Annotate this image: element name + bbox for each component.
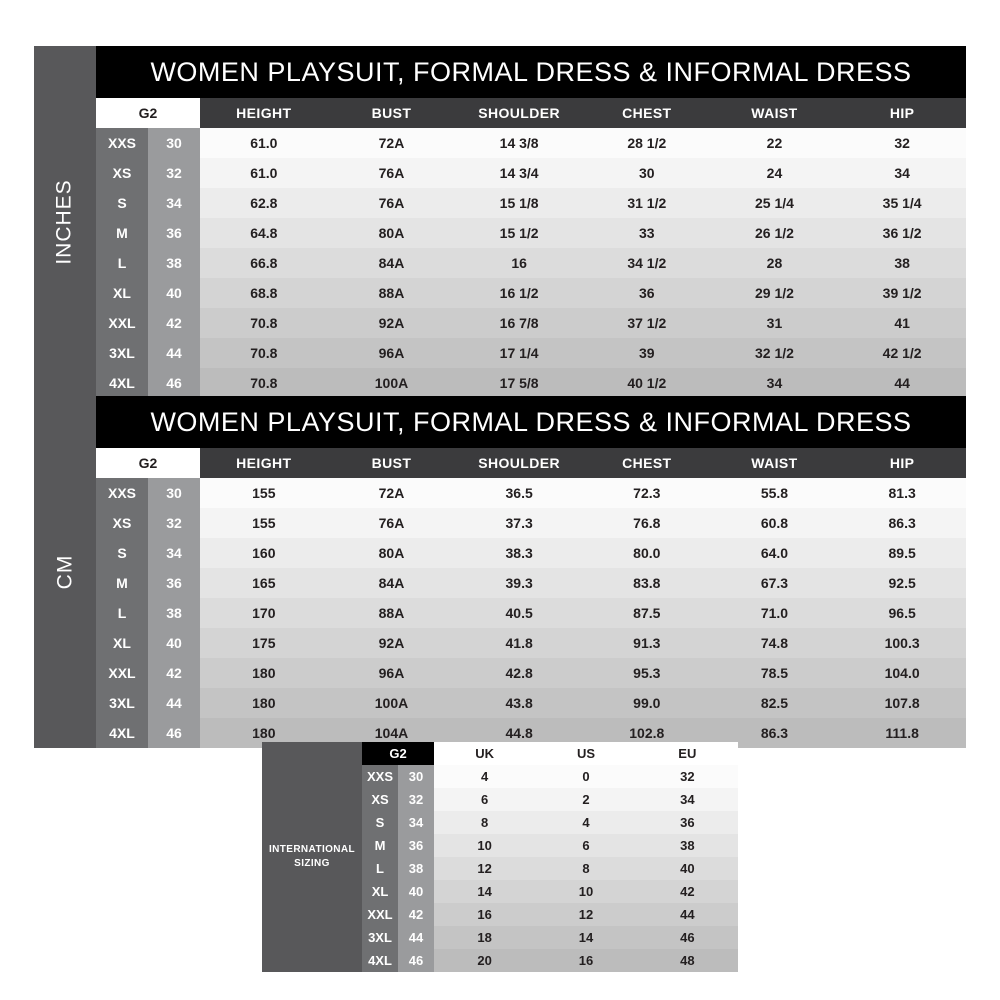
row-number: 36: [398, 834, 434, 857]
cell-height: 180: [200, 688, 328, 718]
cell-hip: 44: [838, 368, 966, 398]
row-number: 38: [148, 598, 200, 628]
cell-bust: 76A: [328, 188, 456, 218]
cell-shoulder: 17 5/8: [455, 368, 583, 398]
table-row: [96, 538, 966, 568]
cell-hip: 96.5: [838, 598, 966, 628]
cell-eu: 44: [637, 903, 738, 926]
row-number: 40: [148, 278, 200, 308]
cell-hip: 92.5: [838, 568, 966, 598]
cell-shoulder: 42.8: [455, 658, 583, 688]
cell-uk: 20: [434, 949, 535, 972]
table-row: [96, 188, 966, 218]
cell-shoulder: 16 1/2: [455, 278, 583, 308]
cell-hip: 35 1/4: [838, 188, 966, 218]
cell-hip: 38: [838, 248, 966, 278]
cell-waist: 71.0: [711, 598, 839, 628]
table-header-row: [96, 448, 966, 478]
table-row: [362, 926, 738, 949]
cell-chest: 30: [583, 158, 711, 188]
cell-bust: 92A: [328, 308, 456, 338]
measurements-table-cm: [96, 448, 966, 748]
cell-chest: 34 1/2: [583, 248, 711, 278]
header-us: US: [535, 742, 636, 765]
cell-height: 160: [200, 538, 328, 568]
row-number: 34: [398, 811, 434, 834]
header-shoulder: SHOULDER: [455, 448, 583, 478]
cell-waist: 26 1/2: [711, 218, 839, 248]
cell-shoulder: 16: [455, 248, 583, 278]
cell-uk: 12: [434, 857, 535, 880]
cell-hip: 39 1/2: [838, 278, 966, 308]
unit-label-text: CM: [52, 554, 76, 590]
row-size: M: [96, 568, 148, 598]
cell-waist: 64.0: [711, 538, 839, 568]
cell-height: 70.8: [200, 368, 328, 398]
row-size: S: [96, 538, 148, 568]
cell-bust: 92A: [328, 628, 456, 658]
header-waist: WAIST: [711, 98, 839, 128]
cell-us: 2: [535, 788, 636, 811]
cell-waist: 60.8: [711, 508, 839, 538]
cell-uk: 4: [434, 765, 535, 788]
row-size: XXL: [362, 903, 398, 926]
cell-bust: 72A: [328, 478, 456, 508]
row-number: 40: [148, 628, 200, 658]
cell-waist: 55.8: [711, 478, 839, 508]
row-size: XXL: [96, 308, 148, 338]
header-height: HEIGHT: [200, 448, 328, 478]
row-number: 30: [148, 478, 200, 508]
table-row: [96, 158, 966, 188]
cell-shoulder: 41.8: [455, 628, 583, 658]
size-chart-cm: [34, 396, 966, 748]
cell-hip: 42 1/2: [838, 338, 966, 368]
cell-us: 8: [535, 857, 636, 880]
unit-label-inches: [34, 46, 96, 398]
table-row: [96, 628, 966, 658]
cell-chest: 99.0: [583, 688, 711, 718]
table-row: [96, 508, 966, 538]
cell-bust: 84A: [328, 568, 456, 598]
row-size: 3XL: [96, 338, 148, 368]
cell-height: 68.8: [200, 278, 328, 308]
row-size: XS: [96, 158, 148, 188]
cell-waist: 22: [711, 128, 839, 158]
cell-height: 155: [200, 508, 328, 538]
cell-hip: 100.3: [838, 628, 966, 658]
cell-shoulder: 38.3: [455, 538, 583, 568]
cell-bust: 72A: [328, 128, 456, 158]
header-waist: WAIST: [711, 448, 839, 478]
cell-eu: 48: [637, 949, 738, 972]
header-hip: HIP: [838, 448, 966, 478]
header-shoulder: SHOULDER: [455, 98, 583, 128]
header-g2: G2: [362, 742, 434, 765]
table-row: [362, 834, 738, 857]
cell-hip: 107.8: [838, 688, 966, 718]
row-size: 3XL: [96, 688, 148, 718]
cell-shoulder: 39.3: [455, 568, 583, 598]
cell-hip: 36 1/2: [838, 218, 966, 248]
header-eu: EU: [637, 742, 738, 765]
table-row: [96, 478, 966, 508]
row-size: 4XL: [362, 949, 398, 972]
cell-shoulder: 40.5: [455, 598, 583, 628]
international-sizing-table: [362, 742, 738, 972]
cell-height: 155: [200, 478, 328, 508]
header-g2: G2: [96, 98, 200, 128]
row-number: 32: [148, 508, 200, 538]
cell-waist: 74.8: [711, 628, 839, 658]
cell-height: 70.8: [200, 338, 328, 368]
cell-chest: 80.0: [583, 538, 711, 568]
row-size: 4XL: [96, 368, 148, 398]
cell-height: 165: [200, 568, 328, 598]
cell-us: 4: [535, 811, 636, 834]
cell-chest: 39: [583, 338, 711, 368]
cell-chest: 72.3: [583, 478, 711, 508]
cell-eu: 42: [637, 880, 738, 903]
row-number: 32: [398, 788, 434, 811]
table-row: [96, 658, 966, 688]
table-row: [96, 128, 966, 158]
cell-chest: 33: [583, 218, 711, 248]
cell-bust: 100A: [328, 368, 456, 398]
cell-height: 62.8: [200, 188, 328, 218]
cell-uk: 14: [434, 880, 535, 903]
row-number: 42: [148, 658, 200, 688]
international-grid: [362, 742, 738, 972]
table-row: [96, 308, 966, 338]
header-chest: CHEST: [583, 98, 711, 128]
cell-us: 10: [535, 880, 636, 903]
row-size: XL: [96, 628, 148, 658]
cell-hip: 81.3: [838, 478, 966, 508]
row-size: M: [96, 218, 148, 248]
cell-hip: 34: [838, 158, 966, 188]
cell-waist: 78.5: [711, 658, 839, 688]
cell-hip: 104.0: [838, 658, 966, 688]
row-size: S: [96, 188, 148, 218]
cell-us: 14: [535, 926, 636, 949]
cell-height: 180: [200, 718, 328, 748]
cell-bust: 88A: [328, 278, 456, 308]
cell-chest: 102.8: [583, 718, 711, 748]
row-number: 34: [148, 188, 200, 218]
row-number: 32: [148, 158, 200, 188]
row-number: 38: [398, 857, 434, 880]
cell-waist: 24: [711, 158, 839, 188]
row-number: 36: [148, 568, 200, 598]
table-row: [362, 765, 738, 788]
chart-grid-inches: [96, 46, 966, 398]
row-number: 46: [148, 368, 200, 398]
cell-shoulder: 43.8: [455, 688, 583, 718]
unit-label-cm: [34, 396, 96, 748]
cell-eu: 32: [637, 765, 738, 788]
table-row: [96, 248, 966, 278]
table-row: [96, 368, 966, 398]
cell-hip: 86.3: [838, 508, 966, 538]
row-size: S: [362, 811, 398, 834]
cell-waist: 25 1/4: [711, 188, 839, 218]
cell-bust: 96A: [328, 658, 456, 688]
cell-bust: 96A: [328, 338, 456, 368]
cell-shoulder: 16 7/8: [455, 308, 583, 338]
header-uk: UK: [434, 742, 535, 765]
cell-waist: 28: [711, 248, 839, 278]
cell-bust: 80A: [328, 538, 456, 568]
cell-waist: 86.3: [711, 718, 839, 748]
cell-bust: 84A: [328, 248, 456, 278]
table-row: [96, 338, 966, 368]
header-height: HEIGHT: [200, 98, 328, 128]
cell-us: 12: [535, 903, 636, 926]
cell-chest: 87.5: [583, 598, 711, 628]
row-size: 4XL: [96, 718, 148, 748]
cell-shoulder: 14 3/8: [455, 128, 583, 158]
row-number: 40: [398, 880, 434, 903]
cell-shoulder: 37.3: [455, 508, 583, 538]
cell-chest: 40 1/2: [583, 368, 711, 398]
table-header-row: [96, 98, 966, 128]
row-number: 30: [148, 128, 200, 158]
row-number: 36: [148, 218, 200, 248]
cell-hip: 89.5: [838, 538, 966, 568]
row-number: 34: [148, 538, 200, 568]
cell-us: 16: [535, 949, 636, 972]
cell-height: 64.8: [200, 218, 328, 248]
cell-shoulder: 15 1/8: [455, 188, 583, 218]
cell-shoulder: 17 1/4: [455, 338, 583, 368]
row-number: 30: [398, 765, 434, 788]
chart-title-inches: WOMEN PLAYSUIT, FORMAL DRESS & INFORMAL DRESS: [96, 46, 966, 98]
table-row: [96, 218, 966, 248]
cell-chest: 36: [583, 278, 711, 308]
table-row: [362, 903, 738, 926]
table-row: [96, 598, 966, 628]
cell-shoulder: 44.8: [455, 718, 583, 748]
cell-waist: 31: [711, 308, 839, 338]
cell-shoulder: 36.5: [455, 478, 583, 508]
cell-us: 6: [535, 834, 636, 857]
cell-bust: 104A: [328, 718, 456, 748]
cell-chest: 28 1/2: [583, 128, 711, 158]
international-sizing-block: [262, 742, 738, 972]
cell-hip: 41: [838, 308, 966, 338]
cell-uk: 18: [434, 926, 535, 949]
chart-title-cm: WOMEN PLAYSUIT, FORMAL DRESS & INFORMAL DRESS: [96, 396, 966, 448]
cell-uk: 16: [434, 903, 535, 926]
cell-bust: 76A: [328, 508, 456, 538]
row-size: XL: [96, 278, 148, 308]
row-size: XXS: [362, 765, 398, 788]
table-row: [96, 568, 966, 598]
row-size: XS: [362, 788, 398, 811]
chart-grid-cm: [96, 396, 966, 748]
row-number: 46: [148, 718, 200, 748]
header-bust: BUST: [328, 448, 456, 478]
cell-waist: 32 1/2: [711, 338, 839, 368]
cell-height: 175: [200, 628, 328, 658]
table-row: [362, 811, 738, 834]
cell-eu: 38: [637, 834, 738, 857]
row-size: XS: [96, 508, 148, 538]
international-sizing-label: INTERNATIONAL SIZING: [262, 742, 362, 972]
cell-eu: 34: [637, 788, 738, 811]
row-number: 42: [398, 903, 434, 926]
row-number: 44: [148, 688, 200, 718]
header-chest: CHEST: [583, 448, 711, 478]
cell-uk: 6: [434, 788, 535, 811]
table-row: [362, 788, 738, 811]
cell-height: 61.0: [200, 128, 328, 158]
row-size: L: [96, 598, 148, 628]
cell-waist: 82.5: [711, 688, 839, 718]
row-size: L: [96, 248, 148, 278]
cell-waist: 29 1/2: [711, 278, 839, 308]
table-row: [362, 880, 738, 903]
header-g2: G2: [96, 448, 200, 478]
cell-chest: 76.8: [583, 508, 711, 538]
row-number: 42: [148, 308, 200, 338]
row-size: XXS: [96, 128, 148, 158]
cell-waist: 67.3: [711, 568, 839, 598]
cell-height: 70.8: [200, 308, 328, 338]
cell-uk: 10: [434, 834, 535, 857]
cell-chest: 91.3: [583, 628, 711, 658]
row-size: XXS: [96, 478, 148, 508]
table-row: [96, 278, 966, 308]
cell-height: 66.8: [200, 248, 328, 278]
cell-bust: 80A: [328, 218, 456, 248]
row-size: 3XL: [362, 926, 398, 949]
row-number: 44: [148, 338, 200, 368]
row-size: M: [362, 834, 398, 857]
row-size: XXL: [96, 658, 148, 688]
cell-chest: 37 1/2: [583, 308, 711, 338]
table-row: [362, 949, 738, 972]
row-number: 46: [398, 949, 434, 972]
cell-eu: 36: [637, 811, 738, 834]
cell-hip: 111.8: [838, 718, 966, 748]
cell-bust: 88A: [328, 598, 456, 628]
cell-height: 180: [200, 658, 328, 688]
table-header-row: [362, 742, 738, 765]
cell-height: 170: [200, 598, 328, 628]
cell-bust: 76A: [328, 158, 456, 188]
cell-hip: 32: [838, 128, 966, 158]
cell-shoulder: 14 3/4: [455, 158, 583, 188]
row-number: 38: [148, 248, 200, 278]
row-number: 44: [398, 926, 434, 949]
cell-us: 0: [535, 765, 636, 788]
header-hip: HIP: [838, 98, 966, 128]
header-bust: BUST: [328, 98, 456, 128]
cell-eu: 46: [637, 926, 738, 949]
cell-waist: 34: [711, 368, 839, 398]
table-row: [96, 688, 966, 718]
row-size: L: [362, 857, 398, 880]
cell-shoulder: 15 1/2: [455, 218, 583, 248]
cell-bust: 100A: [328, 688, 456, 718]
unit-label-text: INCHES: [53, 179, 77, 265]
table-row: [362, 857, 738, 880]
cell-height: 61.0: [200, 158, 328, 188]
cell-chest: 31 1/2: [583, 188, 711, 218]
size-chart-inches: [34, 46, 966, 398]
cell-chest: 95.3: [583, 658, 711, 688]
row-size: XL: [362, 880, 398, 903]
cell-uk: 8: [434, 811, 535, 834]
measurements-table-inches: [96, 98, 966, 398]
cell-chest: 83.8: [583, 568, 711, 598]
cell-eu: 40: [637, 857, 738, 880]
